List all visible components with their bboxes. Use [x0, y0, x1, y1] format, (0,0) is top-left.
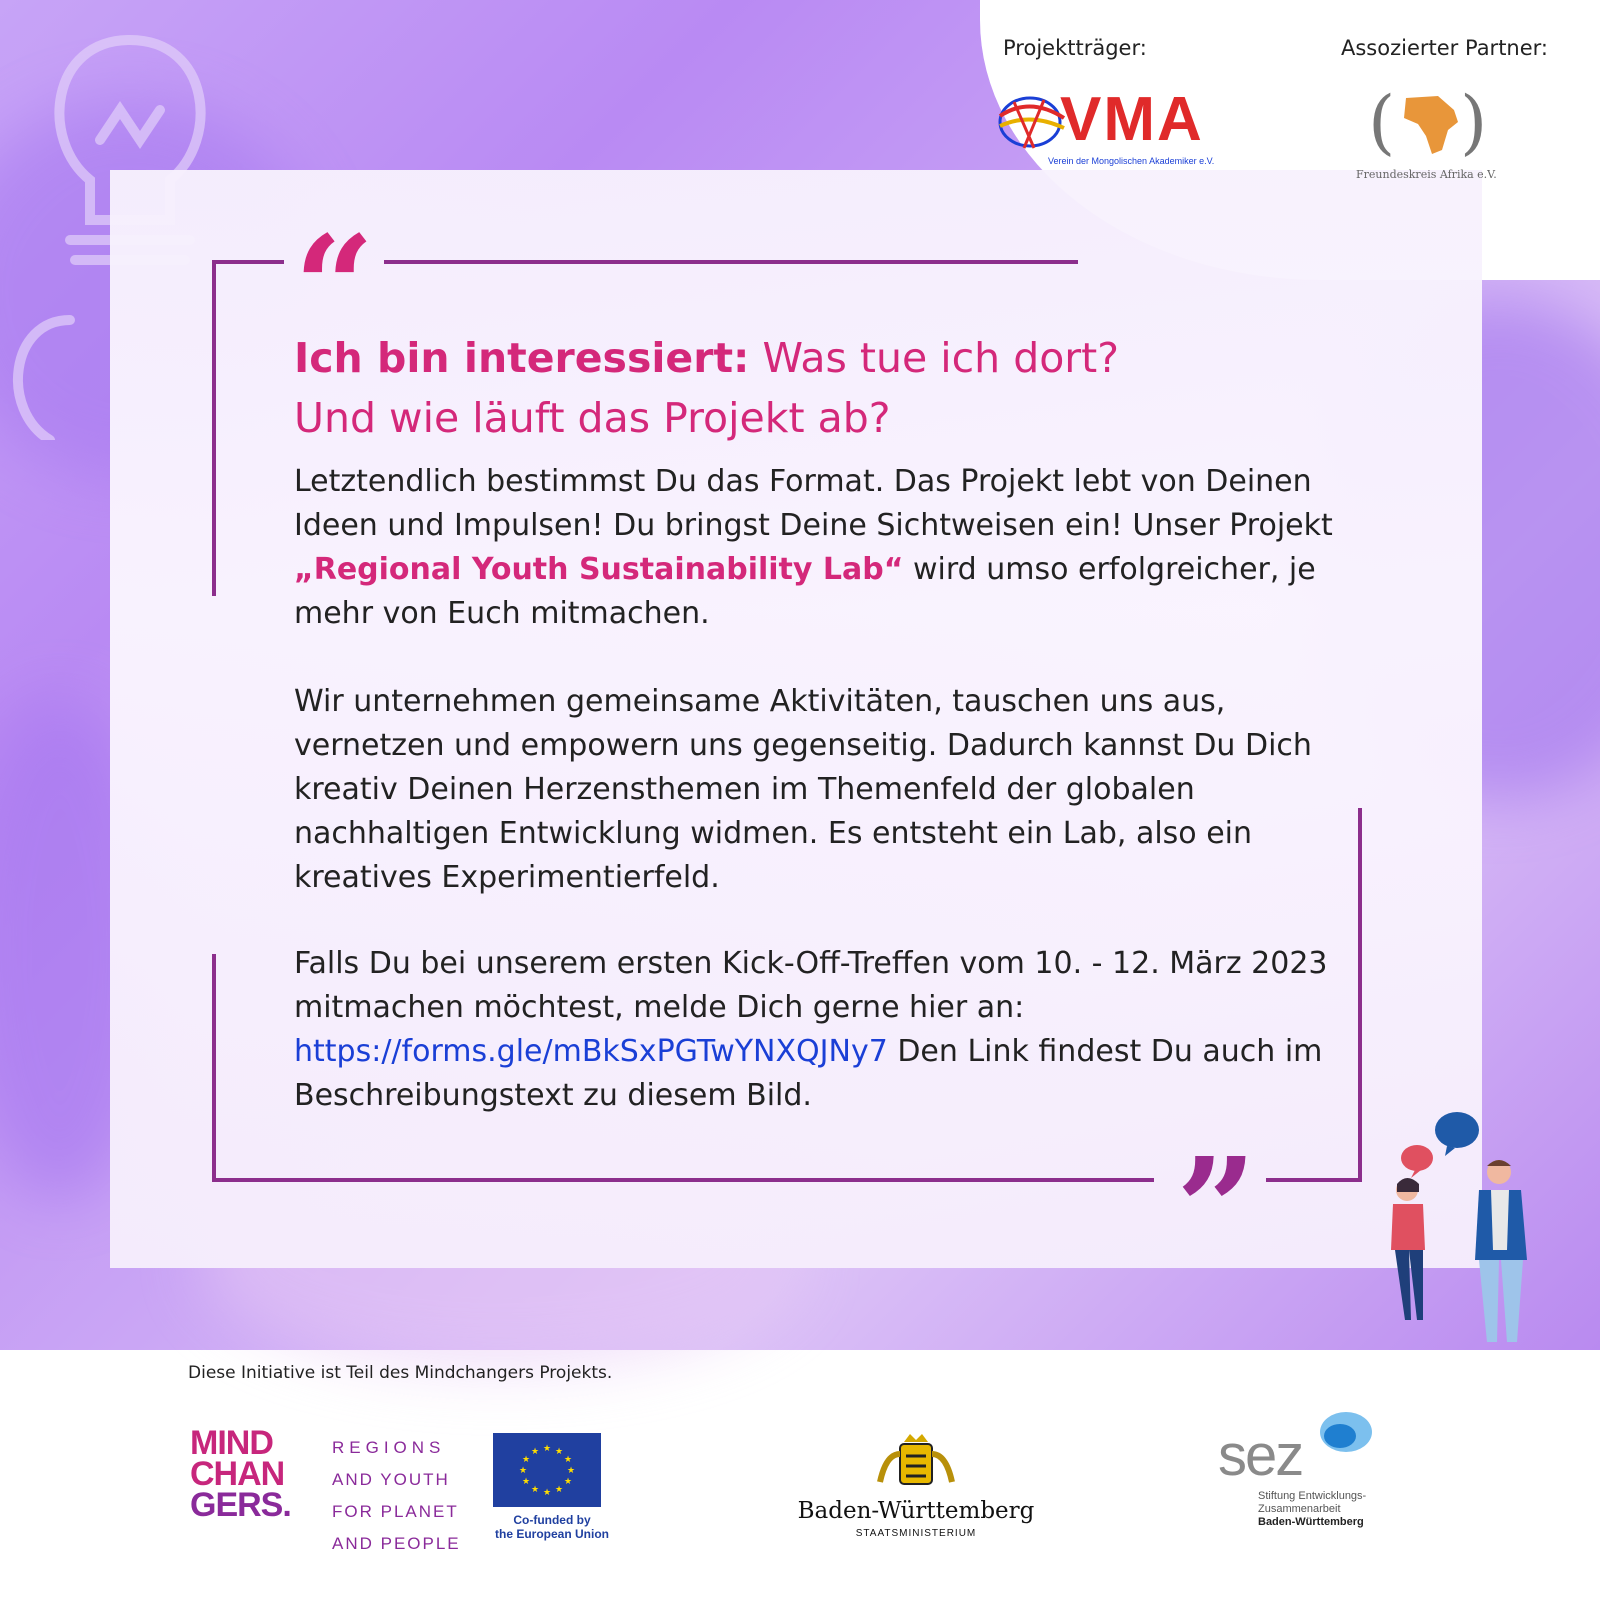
heading-line-2: Und wie läuft das Projekt ab?: [294, 394, 891, 442]
frame-left-top: [212, 260, 216, 596]
svg-text:★: ★: [521, 1455, 531, 1465]
svg-text:★: ★: [521, 1477, 531, 1487]
paragraph-2: Wir unternehmen gemeinsame Aktivitäten, tauschen uns aus, vernetzen und empowern uns gegenseitig. Dadurch kannst Du Dich kreativ Deinen Herzensthemen im Themenfeld der globalen nachhaltigen Entwicklung widmen. Es entsteht ein Lab, also ein kreatives Experimentierfeld.: [294, 684, 1312, 895]
svg-text:★: ★: [563, 1455, 573, 1465]
frame-left-bottom: [212, 954, 216, 1182]
staatsministerium-text: STAATSMINISTERIUM: [855, 1528, 977, 1539]
svg-text:★: ★: [542, 1488, 552, 1498]
eu-logo: [487, 1433, 617, 1541]
close-quote-icon: ”: [1176, 1128, 1257, 1292]
svg-text:★: ★: [566, 1466, 576, 1476]
svg-text:★: ★: [554, 1485, 564, 1495]
freundeskreis-afrika-logo: [1346, 80, 1516, 190]
mindchangers-logo: [190, 1424, 320, 1524]
sez-sub-3: Baden-Württemberg: [1258, 1516, 1364, 1528]
mindchangers-line-1: MIND: [190, 1424, 273, 1462]
heading-rest: Was tue ich dort?: [749, 334, 1119, 382]
paragraph-3: [294, 942, 1334, 1118]
vma-logo-subtitle: Verein der Mongolischen Akademiker e.V.: [1048, 156, 1215, 166]
vma-logo: [994, 85, 1224, 172]
paragraph-1-text-a: Letztendlich bestimmst Du das Format. Das Projekt lebt von Deinen Ideen und Impulsen! Du bringst Deine Sichtweisen ein! Unser Projekt: [294, 464, 1333, 543]
baden-wuerttemberg-logo: [796, 1434, 1036, 1539]
bw-text: Baden-Württemberg: [797, 1498, 1035, 1524]
sez-sub-1: Stiftung Entwicklungs-: [1258, 1490, 1367, 1502]
svg-text:★: ★: [563, 1477, 573, 1487]
svg-text:★: ★: [530, 1447, 540, 1457]
paragraph-3-text-b: Den Link findest Du auch im Beschreibungstext zu diesem Bild.: [294, 1034, 1323, 1113]
initiative-text: Diese Initiative ist Teil des Mindchangers Projekts.: [188, 1363, 613, 1383]
heading: [294, 328, 1294, 448]
heading-bold: Ich bin interessiert:: [294, 334, 750, 382]
mindchangers-line-3: GERS.: [190, 1486, 291, 1524]
project-name-highlight: „Regional Youth Sustainability Lab“: [294, 552, 904, 587]
paragraph-1-text-b: wird umso erfolgreicher, je mehr von Euch mitmachen.: [294, 552, 1316, 631]
eu-flag-icon: [493, 1433, 601, 1507]
vma-logo-text: VMA: [1060, 85, 1204, 154]
svg-text:(: (: [1368, 84, 1396, 163]
partner-label: Assozierter Partner:: [1341, 36, 1548, 60]
frame-top-right: [384, 260, 1078, 264]
frame-right: [1358, 808, 1362, 1182]
sez-bubble-icon: [1308, 1410, 1378, 1460]
sez-sub-2: Zusammenarbeit: [1258, 1503, 1341, 1515]
tagline-line-2: AND YOUTH: [332, 1470, 450, 1489]
mindchangers-line-2: CHAN: [190, 1455, 285, 1493]
tagline-line-1: REGIONS: [332, 1438, 446, 1457]
freundeskreis-afrika-text: Freundeskreis Afrika e.V.: [1356, 168, 1497, 181]
svg-text:★: ★: [554, 1447, 564, 1457]
svg-text:★: ★: [530, 1485, 540, 1495]
svg-text:★: ★: [518, 1466, 528, 1476]
paragraph-1: [294, 460, 1334, 636]
sez-subtitle: [1258, 1490, 1366, 1529]
regions-tagline: [332, 1432, 461, 1560]
africa-icon: [1368, 84, 1488, 164]
people-conversation-illustration: [1375, 1110, 1555, 1355]
paragraph-3-text-a: Falls Du bei unserem ersten Kick-Off-Treffen vom 10. - 12. März 2023 mitmachen möchtest, melde Dich gerne hier an:: [294, 946, 1328, 1025]
eu-text-1: Co-funded by: [513, 1513, 591, 1527]
sez-logo-text: sez: [1218, 1423, 1303, 1488]
frame-bottom-right: [1266, 1178, 1362, 1182]
projekttraeger-label: Projektträger:: [1003, 36, 1147, 60]
svg-text:★: ★: [542, 1444, 552, 1454]
open-quote-icon: “: [294, 206, 375, 370]
coat-of-arms-icon: [866, 1434, 966, 1490]
registration-link[interactable]: https://forms.gle/mBkSxPGTwYNXQJNy7: [294, 1034, 888, 1069]
eu-text-2: the European Union: [495, 1527, 609, 1541]
frame-bottom-left: [212, 1178, 1154, 1182]
tagline-line-3: FOR PLANET: [332, 1502, 459, 1521]
tagline-line-4: AND PEOPLE: [332, 1534, 461, 1553]
svg-text:): ): [1460, 84, 1488, 163]
frame-top-left: [212, 260, 284, 264]
